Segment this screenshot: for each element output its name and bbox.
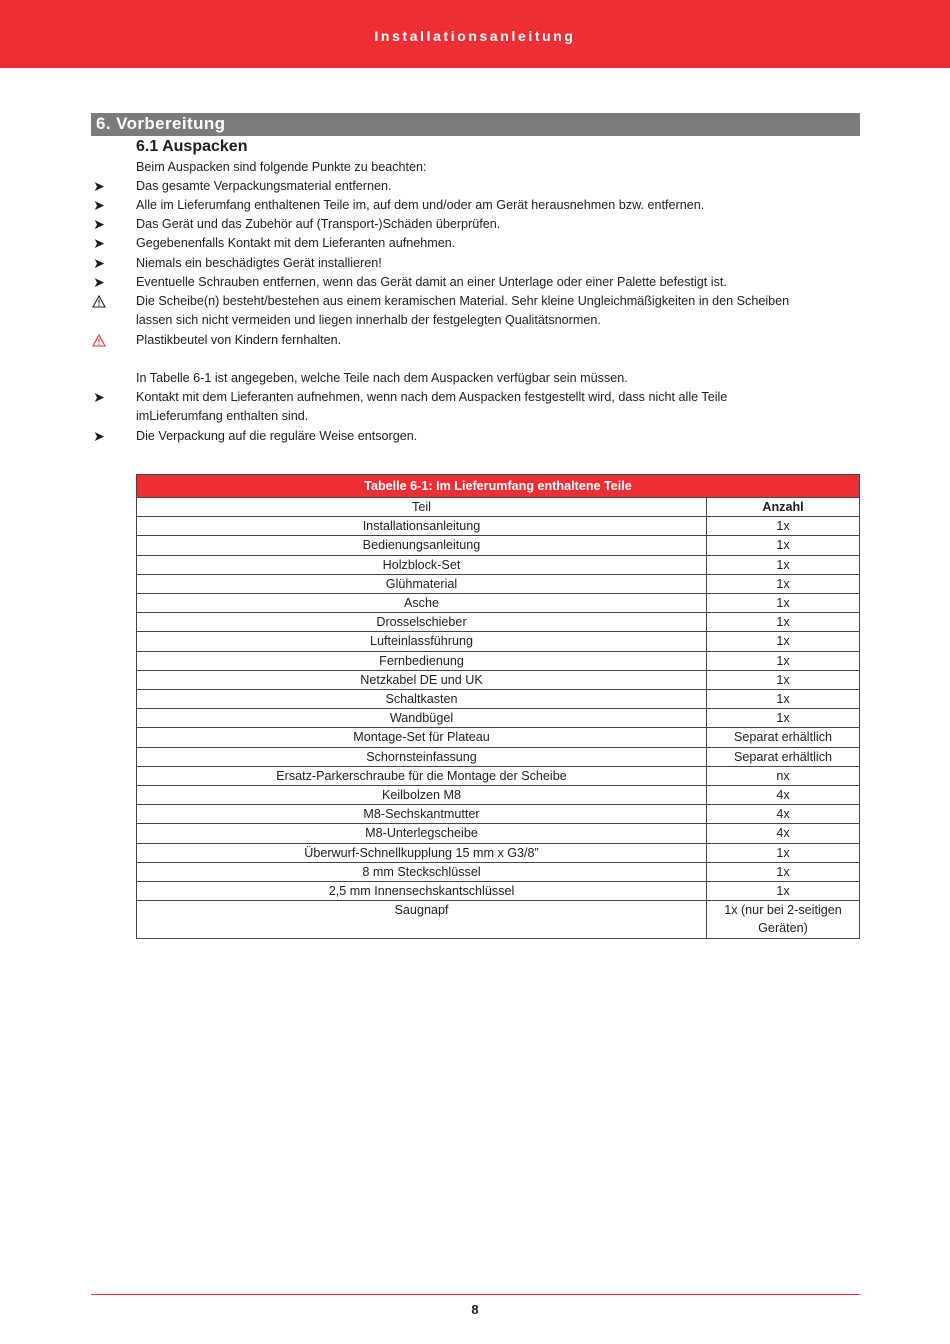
cell-part: Wandbügel	[137, 709, 707, 728]
cell-part: Saugnapf	[137, 901, 707, 939]
cell-quantity: 1x	[707, 517, 860, 536]
cell-quantity-line1: 1x (nur bei 2-seitigen	[724, 903, 842, 918]
table-title: Tabelle 6-1: Im Lieferumfang enthaltene Teile	[137, 475, 859, 498]
arrow-bullet-icon: ➤	[93, 178, 105, 194]
list-item: Die Scheibe(n) besteht/bestehen aus einem keramischen Material. Sehr kleine Ungleichmäßigkeiten in den Scheiben	[136, 294, 790, 308]
list-item-continuation: imLieferumfang enthalten sind.	[136, 409, 309, 423]
table-row	[137, 517, 859, 536]
arrow-bullet-icon: ➤	[93, 428, 105, 444]
cell-quantity: nx	[707, 766, 860, 785]
list-item: Niemals ein beschädigtes Gerät installieren!	[136, 256, 382, 270]
footer-divider	[91, 1294, 860, 1295]
cell-quantity: 1x	[707, 709, 860, 728]
cell-quantity: 1x	[707, 651, 860, 670]
column-header-part: Teil	[137, 498, 707, 517]
header-title: Installationsanleitung	[374, 28, 576, 44]
table-row	[137, 786, 859, 805]
cell-part: Schornsteinfassung	[137, 747, 707, 766]
table-row	[137, 613, 859, 632]
cell-part: M8-Sechskantmutter	[137, 805, 707, 824]
cell-quantity: 4x	[707, 786, 860, 805]
cell-quantity: 1x	[707, 843, 860, 862]
cell-part: Fernbedienung	[137, 651, 707, 670]
table-header-row	[137, 498, 859, 517]
cell-part: Ersatz-Parkerschraube für die Montage der Scheibe	[137, 766, 707, 785]
cell-quantity: 1x	[707, 594, 860, 613]
list-item: Die Verpackung auf die reguläre Weise entsorgen.	[136, 429, 418, 443]
table-row	[137, 843, 859, 862]
arrow-bullet-icon: ➤	[93, 197, 105, 213]
list-item: Eventuelle Schrauben entfernen, wenn das Gerät damit an einer Unterlage oder einer Palette befestigt ist.	[136, 275, 727, 289]
cell-quantity: 1x	[707, 555, 860, 574]
table-row	[137, 882, 859, 901]
cell-part: Schaltkasten	[137, 690, 707, 709]
table-row	[137, 670, 859, 689]
cell-part: Drosselschieber	[137, 613, 707, 632]
paragraph-text: In Tabelle 6-1 ist angegeben, welche Teile nach dem Auspacken verfügbar sein müssen.	[136, 371, 628, 385]
table-row	[137, 651, 859, 670]
intro-text: Beim Auspacken sind folgende Punkte zu beachten:	[136, 160, 427, 174]
header-bar	[0, 0, 950, 68]
arrow-bullet-icon: ➤	[93, 389, 105, 405]
cell-part: 2,5 mm Innensechskantschlüssel	[137, 882, 707, 901]
table-row	[137, 728, 859, 747]
cell-part: Keilbolzen M8	[137, 786, 707, 805]
list-item: Kontakt mit dem Lieferanten aufnehmen, wenn nach dem Auspacken festgestellt wird, dass nicht alle Teile	[136, 390, 728, 404]
list-item: Das gesamte Verpackungsmaterial entfernen.	[136, 179, 392, 193]
cell-quantity: 1x	[707, 536, 860, 555]
list-item: Gegebenenfalls Kontakt mit dem Lieferanten aufnehmen.	[136, 236, 456, 250]
cell-part: Asche	[137, 594, 707, 613]
cell-part: Überwurf-Schnellkupplung 15 mm x G3/8”	[137, 843, 707, 862]
warning-icon	[91, 292, 107, 311]
table-row	[137, 709, 859, 728]
list-item: Plastikbeutel von Kindern fernhalten.	[136, 333, 342, 347]
table-row	[137, 555, 859, 574]
warning-red-icon	[91, 331, 107, 350]
cell-quantity: 4x	[707, 805, 860, 824]
arrow-bullet-icon: ➤	[93, 274, 105, 290]
cell-part: Montage-Set für Plateau	[137, 728, 707, 747]
cell-part: M8-Unterlegscheibe	[137, 824, 707, 843]
table-row	[137, 747, 859, 766]
table-row	[137, 862, 859, 881]
cell-part: Holzblock-Set	[137, 555, 707, 574]
table-row	[137, 632, 859, 651]
cell-quantity: 1x	[707, 670, 860, 689]
cell-quantity: Separat erhältlich	[707, 747, 860, 766]
cell-part: Lufteinlassführung	[137, 632, 707, 651]
cell-quantity: 4x	[707, 824, 860, 843]
table-row	[137, 901, 859, 939]
parts-table	[136, 474, 860, 939]
cell-quantity: 1x	[707, 574, 860, 593]
arrow-bullet-icon: ➤	[93, 235, 105, 251]
cell-quantity	[707, 901, 860, 939]
section-title: 6. Vorbereitung	[96, 114, 226, 133]
section-heading-bar	[91, 113, 860, 136]
cell-part: Netzkabel DE und UK	[137, 670, 707, 689]
cell-part: 8 mm Steckschlüssel	[137, 862, 707, 881]
column-header-quantity: Anzahl	[762, 500, 804, 514]
arrow-bullet-icon: ➤	[93, 216, 105, 232]
cell-part: Installationsanleitung	[137, 517, 707, 536]
cell-quantity: 1x	[707, 862, 860, 881]
table-row	[137, 805, 859, 824]
cell-part: Bedienungsanleitung	[137, 536, 707, 555]
cell-quantity: 1x	[707, 613, 860, 632]
cell-quantity: 1x	[707, 882, 860, 901]
subsection-title: 6.1 Auspacken	[136, 138, 248, 155]
cell-quantity: 1x	[707, 690, 860, 709]
arrow-bullet-icon: ➤	[93, 255, 105, 271]
parts-table-grid	[137, 498, 859, 938]
table-row	[137, 574, 859, 593]
page-number: 8	[471, 1302, 479, 1317]
cell-quantity: 1x	[707, 632, 860, 651]
list-item: Alle im Lieferumfang enthaltenen Teile im, auf dem und/oder am Gerät herausnehmen bzw. entfernen.	[136, 198, 705, 212]
cell-quantity: Separat erhältlich	[707, 728, 860, 747]
list-item-continuation: lassen sich nicht vermeiden und liegen innerhalb der festgelegten Qualitätsnormen.	[136, 313, 601, 327]
list-item: Das Gerät und das Zubehör auf (Transport-)Schäden überprüfen.	[136, 217, 501, 231]
table-row	[137, 766, 859, 785]
table-row	[137, 824, 859, 843]
table-row	[137, 536, 859, 555]
cell-part: Glühmaterial	[137, 574, 707, 593]
table-row	[137, 594, 859, 613]
table-row	[137, 690, 859, 709]
cell-quantity-line2: Geräten)	[758, 921, 808, 936]
